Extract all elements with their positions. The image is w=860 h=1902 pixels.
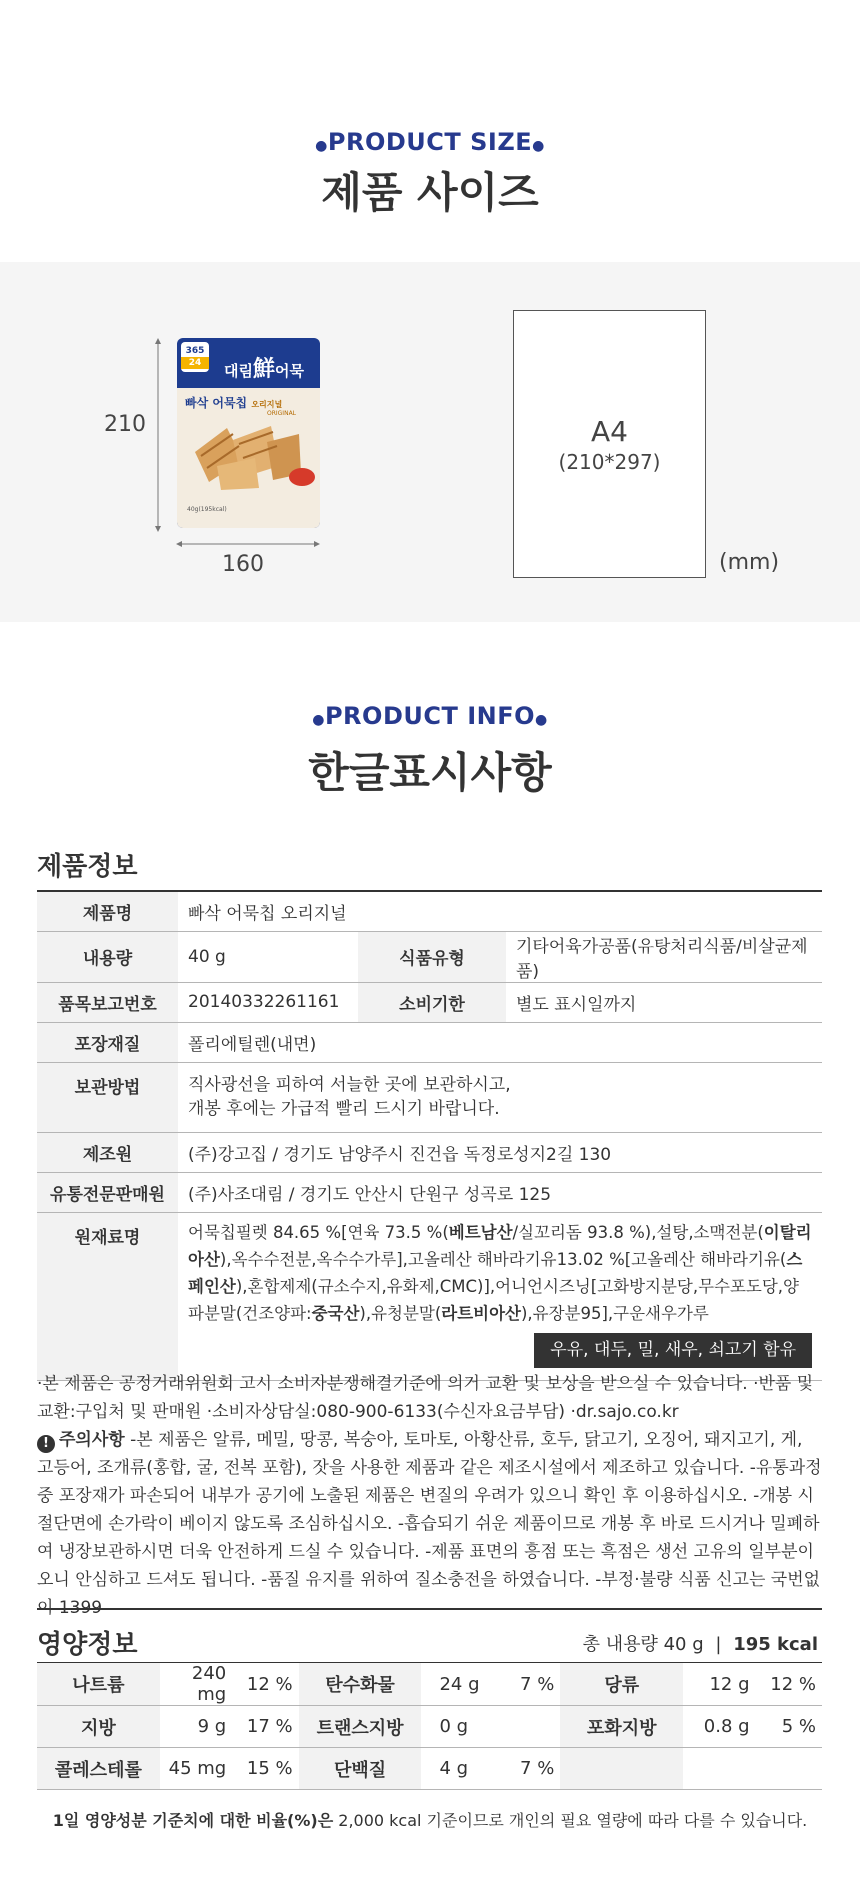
nutrition-title: 영양정보	[37, 1630, 138, 1660]
product-info-title: 제품정보	[37, 852, 138, 882]
nutrient-percent: 12 %	[756, 1663, 822, 1706]
cell-value: 폴리에틸렌(내면)	[178, 1022, 822, 1062]
nutrient-name: 지방	[37, 1706, 160, 1748]
nutrition-row	[37, 1663, 822, 1706]
nutrient-name: 나트륨	[37, 1663, 160, 1706]
table-row	[37, 1172, 822, 1212]
unit-label: (mm)	[719, 550, 780, 575]
package-weight: 40g(195kcal)	[187, 506, 227, 513]
freshness-badge: 365 24	[181, 342, 209, 372]
cell-label: 유통전문판매원	[37, 1172, 178, 1212]
table-row	[37, 1062, 822, 1132]
nutrient-name: 단백질	[299, 1748, 422, 1790]
nutrient-amount: 0 g	[421, 1706, 493, 1748]
nutrient-percent: 7 %	[494, 1663, 560, 1706]
nutrient-amount: 0.8 g	[683, 1706, 755, 1748]
nutrient-amount: 45 mg	[160, 1748, 232, 1790]
nutrient-amount: 12 g	[683, 1663, 755, 1706]
caution-paragraph	[37, 1426, 822, 1622]
nutrient-percent: 15 %	[232, 1748, 298, 1790]
cell-label: 품목보고번호	[37, 982, 178, 1022]
cell-label: 소비기한	[358, 982, 506, 1022]
nutrition-row	[37, 1706, 822, 1748]
nutrient-amount: 240 mg	[160, 1663, 232, 1706]
nutrition-header	[37, 1608, 822, 1662]
info-title: 한글표시사항	[308, 748, 552, 797]
cell-value: (주)사조대림 / 경기도 안산시 단원구 성곡로 125	[178, 1172, 822, 1212]
nutrient-percent: 7 %	[494, 1748, 560, 1790]
notice-line: ·본 제품은 공정거래위원회 고시 소비자분쟁해결기준에 의거 교환 및 보상을 받으실 수 있습니다. ·반품 및 교환:구입처 및 판매원 ·소비자상담실:080-900-6133(수신자요금부담) ·dr.sajo.co.kr	[37, 1374, 814, 1422]
nutrition-total: 총 내용량 40 g | 195 kcal	[582, 1634, 818, 1655]
nutrient-name: 탄수화물	[299, 1663, 422, 1706]
info-eyebrow: ●PRODUCT INFO●	[312, 702, 548, 730]
nutrient-amount: 9 g	[160, 1706, 232, 1748]
cell-value	[178, 1062, 822, 1132]
a4-dimensions: (210*297)	[558, 450, 661, 474]
cell-label: 포장재질	[37, 1022, 178, 1062]
cell-value: 40 g	[178, 931, 358, 982]
nutrient-percent	[494, 1706, 560, 1748]
cell-value: (주)강고집 / 경기도 남양주시 진건읍 독정로성지2길 130	[178, 1132, 822, 1172]
cell-label: 식품유형	[358, 931, 506, 982]
nutrient-percent	[756, 1748, 822, 1790]
package-brand: 대림鮮어묵	[224, 357, 304, 382]
cell-value: 기타어육가공품(유탕처리식품/비살균제품)	[506, 931, 822, 982]
height-label: 210	[104, 412, 146, 437]
notice-text	[37, 1370, 822, 1622]
cell-label: 내용량	[37, 931, 178, 982]
package-product: 빠삭 어묵칩 오리지널	[185, 396, 283, 410]
table-row	[37, 891, 822, 931]
cell-label: 제조원	[37, 1132, 178, 1172]
cell-value: 별도 표시일까지	[506, 982, 822, 1022]
a4-title: A4	[591, 415, 628, 448]
table-row	[37, 982, 822, 1022]
nutrient-amount	[683, 1748, 755, 1790]
cell-label: 보관방법	[37, 1062, 178, 1132]
allergy-badge: 우유, 대두, 밀, 새우, 쇠고기 함유	[534, 1333, 812, 1368]
product-info-table	[37, 890, 822, 1381]
package-flavor-en: ORIGINAL	[267, 410, 297, 417]
size-eyebrow: ●PRODUCT SIZE●	[315, 128, 545, 156]
ingredients-text: 어묵칩필렛 84.65 %[연육 73.5 %(베트남산/실꼬리돔 93.8 %),설탕,소맥전분(이탈리아산),옥수수전분,옥수수가루],고올레산 해바라기유13.02 %[고올레산 해바라기유(스페인산),혼합제제(규소수지,유화제,CMC)],어니언시즈닝[고화방지분당,무수포도당,양파분말(건조양파:중국산),유청분말(라트비아산),유장분95],구운새우가루 우유, 대두, 밀, 새우, 쇠고기 함유	[178, 1212, 822, 1380]
nutrition-table	[37, 1662, 822, 1790]
nutrient-percent: 12 %	[232, 1663, 298, 1706]
nutrient-amount: 24 g	[421, 1663, 493, 1706]
nutrient-name: 트랜스지방	[299, 1706, 422, 1748]
caution-label: 주의사항	[59, 1430, 125, 1450]
package-flame-mark	[289, 468, 315, 486]
table-row	[37, 931, 822, 982]
nutrient-name: 포화지방	[560, 1706, 683, 1748]
caution-text: -본 제품은 알류, 메밀, 땅콩, 복숭아, 토마토, 아황산류, 호두, 닭고기, 오징어, 돼지고기, 게, 고등어, 조개류(홍합, 굴, 전복 포함), 잣을 사용한 제품과 같은 제조시설에서 제조하고 있습니다. -유통과정 중 포장재가 파손되어 내부가 공기에 노출된 제품은 변질의 우려가 있으니 확인 후 이용하십시오. -개봉 시 절단면에 손가락이 베이지 않도록 조심하십시오. -흡습되기 쉬운 제품이므로 개봉 후 바로 드시거나 밀폐하여 냉장보관하시면 더욱 안전하게 드실 수 있습니다. -제품 표면의 흥점 또는 흑점은 생선 고유의 일부분이오니 안심하고 드셔도 됩니다. -품질 유지를 위하여 질소충전을 하였습니다. -부정·불량 식품 신고는 국번없이 1399	[37, 1430, 822, 1618]
a4-reference	[513, 310, 706, 578]
table-row	[37, 1022, 822, 1062]
cell-label: 원재료명	[37, 1212, 178, 1380]
nutrient-percent: 17 %	[232, 1706, 298, 1748]
nutrient-amount: 4 g	[421, 1748, 493, 1790]
nutrient-name	[560, 1748, 683, 1790]
nutrient-percent: 5 %	[756, 1706, 822, 1748]
size-title: 제품 사이즈	[321, 168, 539, 217]
cell-value: 20140332261161	[178, 982, 358, 1022]
storage-line: 직사광선을 피하여 서늘한 곳에 보관하시고,	[188, 1075, 511, 1095]
table-row	[37, 1212, 822, 1380]
chips-image	[187, 422, 305, 492]
warning-icon: !	[37, 1435, 55, 1453]
cell-label: 제품명	[37, 891, 178, 931]
width-label: 160	[222, 552, 264, 577]
product-package	[177, 338, 320, 528]
table-row	[37, 1132, 822, 1172]
cell-value: 빠삭 어묵칩 오리지널	[178, 891, 822, 931]
nutrition-footnote: 1일 영양성분 기준치에 대한 비율(%)은 2,000 kcal 기준이므로 개인의 필요 열량에 따라 다를 수 있습니다.	[52, 1811, 808, 1830]
nutrition-row	[37, 1748, 822, 1790]
storage-line: 개봉 후에는 가급적 빨리 드시기 바랍니다.	[188, 1099, 500, 1119]
nutrient-name: 콜레스테롤	[37, 1748, 160, 1790]
nutrient-name: 당류	[560, 1663, 683, 1706]
